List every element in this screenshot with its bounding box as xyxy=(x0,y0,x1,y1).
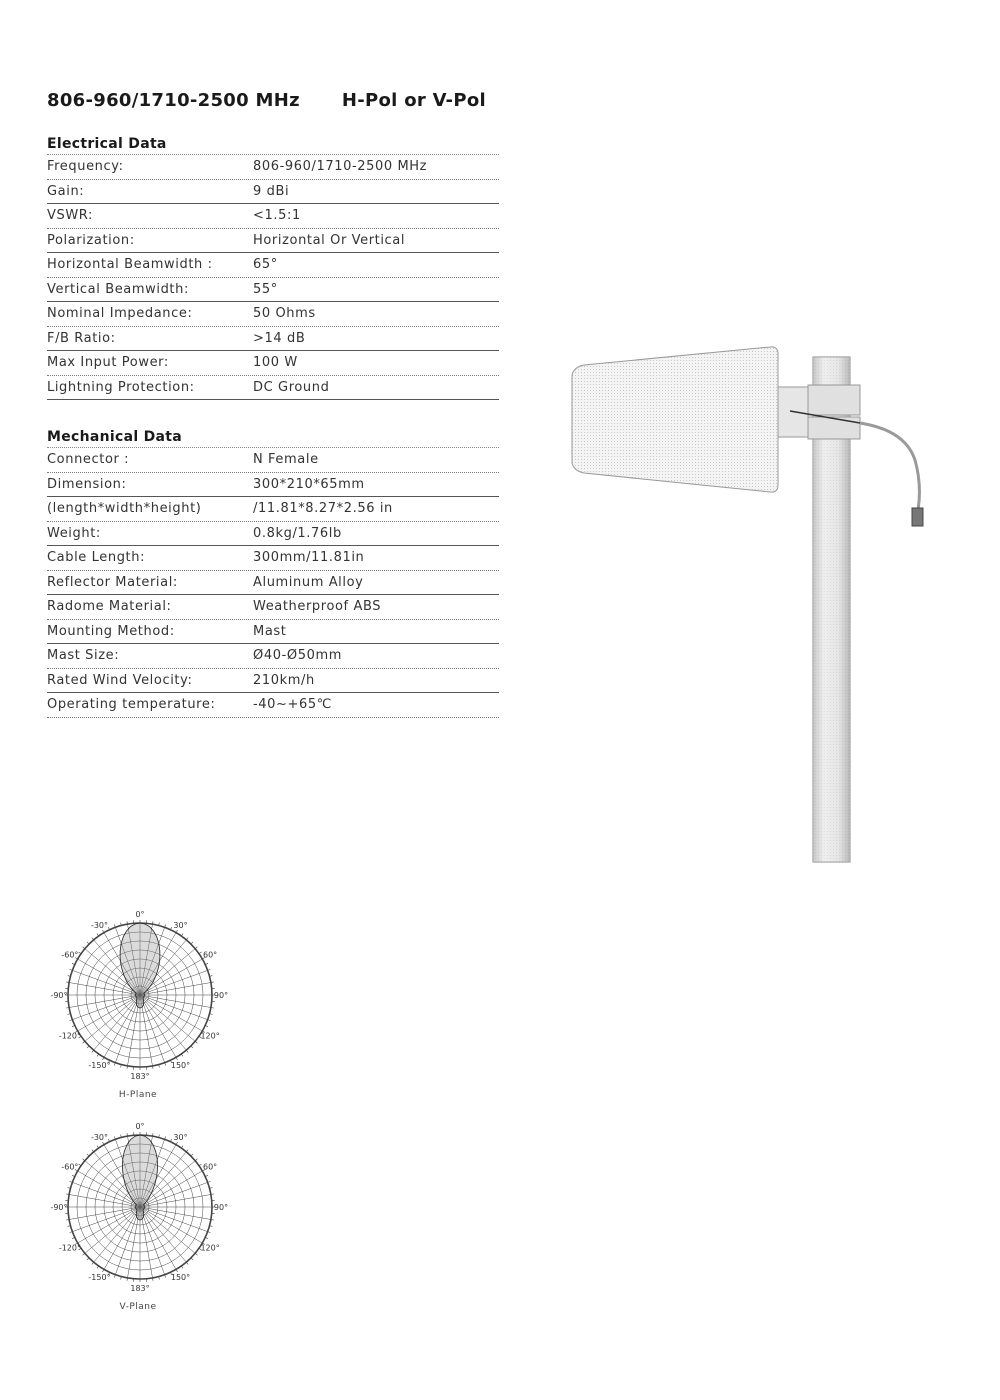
spec-label: Mounting Method: xyxy=(47,623,175,639)
spec-label: Cable Length: xyxy=(47,550,146,565)
spec-row xyxy=(47,278,499,303)
spec-label: F/B Ratio: xyxy=(47,330,116,346)
angle-label: -90° xyxy=(50,1203,68,1212)
spec-label: Polarization: xyxy=(47,232,135,248)
spec-label: Weight: xyxy=(47,525,101,541)
spec-value: Horizontal Or Vertical xyxy=(253,232,406,248)
spec-row xyxy=(47,497,499,522)
spec-value: 210km/h xyxy=(253,672,315,688)
angle-label: 150° xyxy=(170,1061,191,1071)
spec-row xyxy=(47,253,499,278)
angle-label: 90° xyxy=(213,1203,229,1212)
spec-label: Max Input Power: xyxy=(47,355,169,370)
angle-label: 90° xyxy=(213,991,229,1000)
spec-label: Nominal Impedance: xyxy=(47,306,193,321)
spec-label: Radome Material: xyxy=(47,599,172,614)
spec-value: <1.5:1 xyxy=(253,208,301,223)
angle-label: 183° xyxy=(130,1284,150,1293)
spec-label: Lightning Protection: xyxy=(47,379,195,395)
spec-row xyxy=(47,376,499,401)
angle-label: -30° xyxy=(90,920,109,930)
spec-row xyxy=(47,620,499,645)
antenna-product-image xyxy=(560,345,940,874)
spec-label: Horizontal Beamwidth : xyxy=(47,257,213,272)
spec-row xyxy=(47,522,499,547)
spec-value: >14 dB xyxy=(253,330,306,346)
spec-label: Frequency: xyxy=(47,159,124,174)
spec-value: N Female xyxy=(253,452,319,467)
angle-label: -150° xyxy=(88,1273,111,1283)
angle-label: 30° xyxy=(173,1132,188,1142)
spec-row xyxy=(47,204,499,229)
v-plane-polar-chart xyxy=(40,1117,240,1301)
v-plane-label: V-Plane xyxy=(119,1302,157,1312)
spec-value: -40~+65℃ xyxy=(253,697,332,712)
angle-label: -90° xyxy=(50,991,68,1000)
spec-label: Gain: xyxy=(47,183,85,199)
spec-label: Dimension: xyxy=(47,476,127,492)
spec-row xyxy=(47,155,499,180)
electrical-data-table xyxy=(47,135,499,400)
spec-value: Weatherproof ABS xyxy=(253,599,382,614)
spec-value: Ø40-Ø50mm xyxy=(253,648,342,663)
spec-row xyxy=(47,448,499,473)
spec-row xyxy=(47,546,499,571)
spec-row xyxy=(47,571,499,596)
spec-value: DC Ground xyxy=(253,379,330,395)
frequency-title: 806-960/1710-2500 MHz xyxy=(47,90,300,111)
angle-label: -30° xyxy=(90,1132,109,1142)
polarization-title: H-Pol or V-Pol xyxy=(341,90,486,111)
spec-label: Connector : xyxy=(47,452,130,467)
spec-value: 50 Ohms xyxy=(253,306,316,321)
angle-label: 60° xyxy=(203,1162,218,1172)
spec-row xyxy=(47,693,499,718)
spec-row xyxy=(47,669,499,694)
spec-value: 0.8kg/1.76lb xyxy=(253,525,342,541)
angle-label: 0° xyxy=(135,910,145,919)
spec-value: 300mm/11.81in xyxy=(253,550,365,565)
spec-row xyxy=(47,473,499,498)
angle-label: -120° xyxy=(58,1031,81,1041)
spec-label: Vertical Beamwidth: xyxy=(47,281,189,297)
spec-label: (length*width*height) xyxy=(47,501,202,516)
angle-label: 183° xyxy=(130,1072,150,1081)
spec-row xyxy=(47,351,499,376)
spec-value: 55° xyxy=(253,281,278,297)
spec-value: Aluminum Alloy xyxy=(253,574,364,590)
spec-value: /11.81*8.27*2.56 in xyxy=(253,501,393,516)
angle-label: -60° xyxy=(61,950,79,960)
spec-row xyxy=(47,229,499,254)
page-title xyxy=(47,90,486,111)
angle-label: -150° xyxy=(88,1061,111,1071)
spec-label: Rated Wind Velocity: xyxy=(47,672,193,688)
spec-value: 806-960/1710-2500 MHz xyxy=(253,159,428,174)
angle-label: 60° xyxy=(203,950,218,960)
spec-row xyxy=(47,302,499,327)
mechanical-data-heading: Mechanical Data xyxy=(47,428,499,448)
angle-label: 150° xyxy=(170,1273,191,1283)
angle-label: 120° xyxy=(200,1031,220,1041)
spec-value: 100 W xyxy=(253,355,298,370)
spec-row xyxy=(47,595,499,620)
spec-label: VSWR: xyxy=(47,208,94,223)
angle-label: 0° xyxy=(135,1122,145,1131)
angle-label: -120° xyxy=(58,1243,81,1253)
angle-label: 120° xyxy=(200,1243,220,1253)
angle-label: -60° xyxy=(61,1162,79,1172)
spec-label: Operating temperature: xyxy=(47,697,216,712)
spec-value: 300*210*65mm xyxy=(253,476,365,492)
h-plane-label: H-Plane xyxy=(118,1090,158,1100)
spec-label: Reflector Material: xyxy=(47,574,178,590)
spec-row xyxy=(47,644,499,669)
spec-row xyxy=(47,327,499,352)
spec-value: Mast xyxy=(253,623,287,639)
h-plane-polar-chart xyxy=(40,905,240,1089)
spec-value: 9 dBi xyxy=(253,183,290,199)
angle-label: 30° xyxy=(173,920,188,930)
spec-label: Mast Size: xyxy=(47,648,120,663)
spec-value: 65° xyxy=(253,257,278,272)
spec-row xyxy=(47,180,499,205)
electrical-data-heading: Electrical Data xyxy=(47,135,499,155)
mechanical-data-table xyxy=(47,428,499,718)
